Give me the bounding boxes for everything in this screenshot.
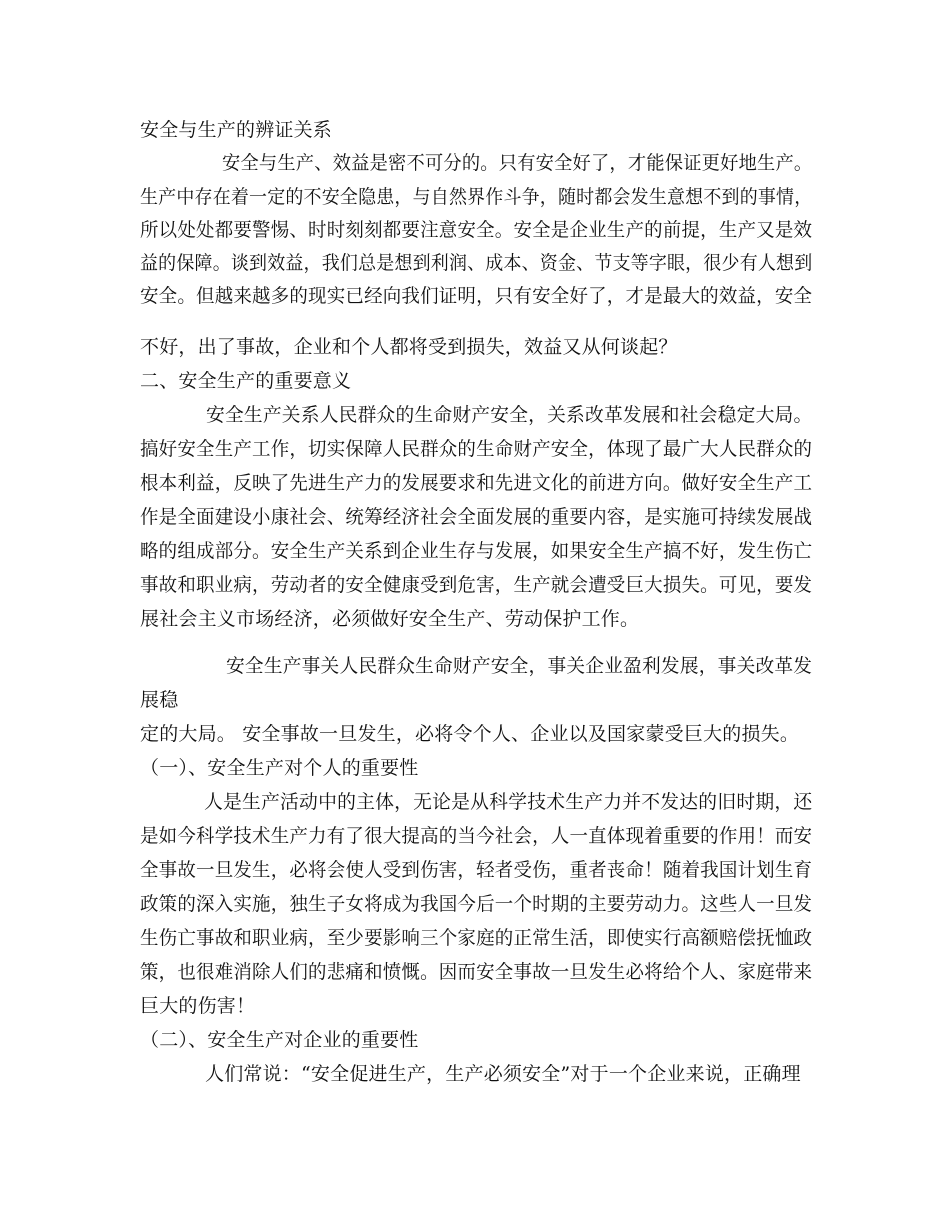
paragraph-line: 安全生产事关人民群众生命财产安全，事关企业盈利发展，事关改革发: [226, 655, 813, 677]
paragraph-line: 事故和职业病，劳动者的安全健康受到危害，生产就会遭受巨大损失。可见，要发: [140, 574, 813, 596]
intro-line: 生产中存在着一定的不安全隐患，与自然界作斗争，随时都会发生意想不到的事情，: [140, 186, 813, 208]
paragraph-line: 策，也很难消除人们的悲痛和愤慨。因而安全事故一旦发生必将给个人、家庭带来: [140, 961, 813, 983]
paragraph-line: 巨大的伤害！: [140, 995, 256, 1017]
paragraph-line: 展社会主义市场经济，必须做好安全生产、劳动保护工作。: [140, 608, 640, 630]
subsection-heading: （二）、安全生产对企业的重要性: [140, 1029, 419, 1051]
paragraph-line: 搞好安全生产工作，切实保障人民群众的生命财产安全，体现了最广大人民群众的: [140, 438, 813, 460]
intro-line: 不好，出了事故，企业和个人都将受到损失，效益又从何谈起？: [140, 336, 678, 358]
subsection-heading: （一）、安全生产对个人的重要性: [140, 757, 419, 779]
paragraph-line: 生伤亡事故和职业病，至少要影响三个家庭的正常生活，即使实行高额赔偿抚恤政: [140, 927, 813, 949]
intro-line: 益的保障。谈到效益，我们总是想到利润、成本、资金、节支等字眼，很少有人想到: [140, 252, 813, 274]
paragraph-line: 安全生产关系人民群众的生命财产安全，关系改革发展和社会稳定大局。: [206, 404, 813, 426]
paragraph-line: 全事故一旦发生，必将会使人受到伤害，轻者受伤，重者丧命！随着我国计划生育: [140, 859, 813, 881]
section-heading: 二、安全生产的重要意义: [140, 370, 352, 392]
intro-line: 安全与生产、效益是密不可分的。只有安全好了，才能保证更好地生产。: [222, 152, 813, 174]
paragraph-line: 定的大局。 安全事故一旦发生，必将令个人、企业以及国家蒙受巨大的损失。: [140, 723, 800, 745]
intro-line: 所以处处都要警惕、时时刻刻都要注意安全。安全是企业生产的前提，生产又是效: [140, 219, 813, 241]
intro-line: 安全。但越来越多的现实已经向我们证明，只有安全好了，才是最大的效益，安全: [140, 285, 813, 307]
paragraph-line: 人们常说：“安全促进生产，生产必须安全”对于一个企业来说，正确理: [205, 1063, 801, 1085]
paragraph-line: 作是全面建设小康社会、统筹经济社会全面发展的重要内容，是实施可持续发展战: [140, 506, 813, 528]
paragraph-line: 政策的深入实施，独生子女将成为我国今后一个时期的主要劳动力。这些人一旦发: [140, 893, 813, 915]
paragraph-line: 人是生产活动中的主体，无论是从科学技术生产力并不发达的旧时期，还: [204, 791, 813, 813]
paragraph-line: 略的组成部分。安全生产关系到企业生存与发展，如果安全生产搞不好，发生伤亡: [140, 540, 813, 562]
paragraph-line: 根本利益，反映了先进生产力的发展要求和先进文化的前进方向。做好安全生产工: [140, 472, 813, 494]
paragraph-line: 是如今科学技术生产力有了很大提高的当今社会，人一直体现着重要的作用！而安: [140, 825, 813, 847]
document-title: 安全与生产的辨证关系: [140, 119, 333, 141]
paragraph-line: 展稳: [140, 689, 179, 711]
